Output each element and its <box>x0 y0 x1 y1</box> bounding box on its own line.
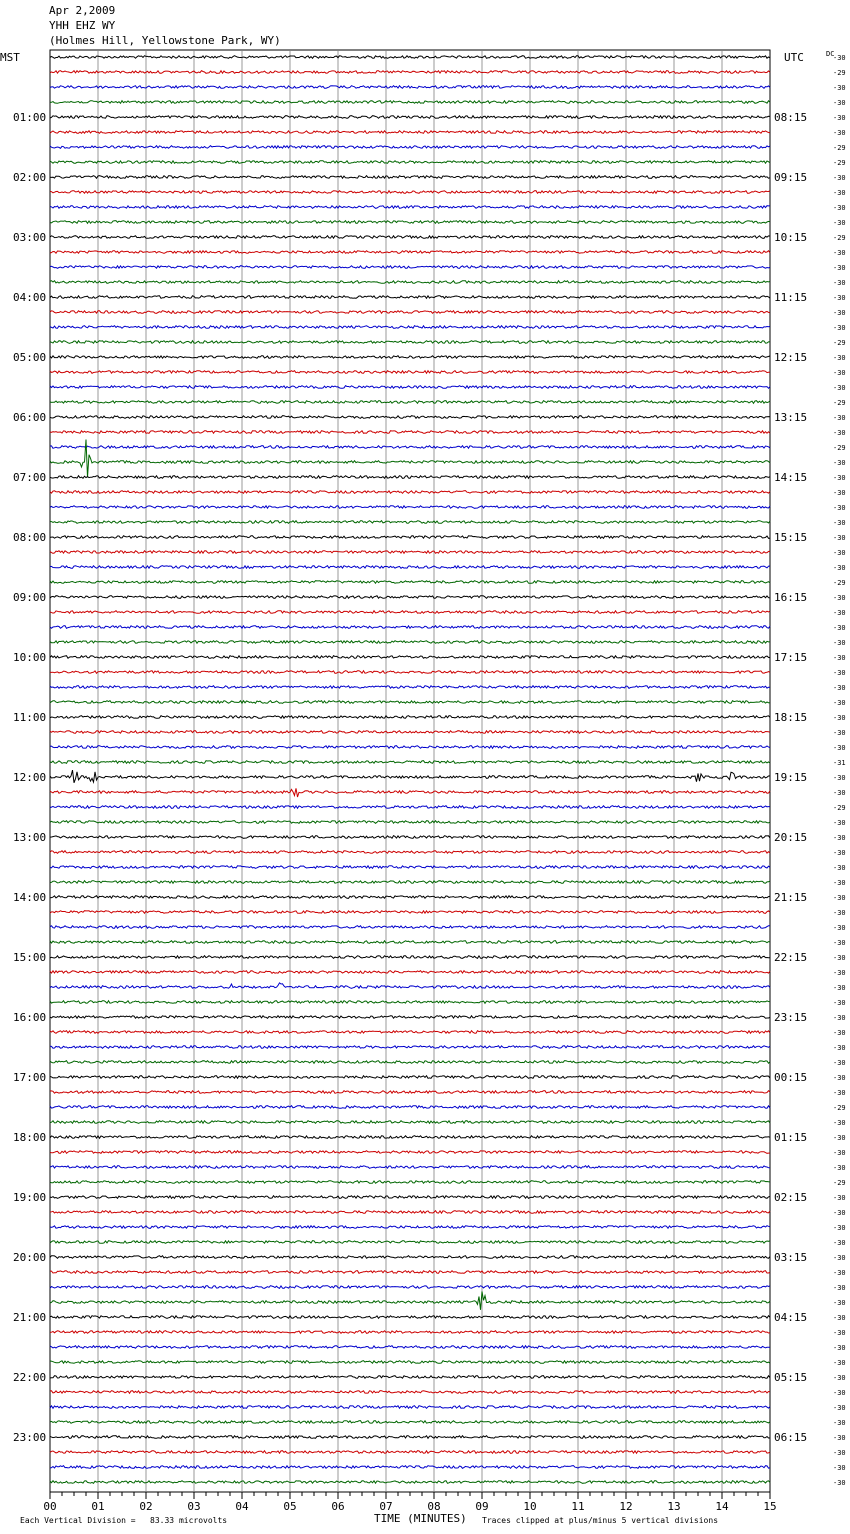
trace-row <box>50 551 770 554</box>
dc-offset-label: -30 <box>833 324 846 332</box>
utc-hour-label: 08:15 <box>774 111 808 124</box>
mst-hour-label: 21:00 <box>13 1311 47 1324</box>
trace-row <box>50 491 770 494</box>
mst-hour-label: 08:00 <box>13 531 47 544</box>
mst-hour-label: 20:00 <box>13 1251 47 1264</box>
x-tick-label: 00 <box>43 1500 57 1513</box>
dc-offset-label: -31 <box>833 759 846 767</box>
dc-offset-label: -30 <box>833 264 846 272</box>
dc-offset-label: -30 <box>833 384 846 392</box>
dc-offset-label: -30 <box>833 174 846 182</box>
utc-hour-label: 21:15 <box>774 891 808 904</box>
utc-hour-label: 06:15 <box>774 1431 808 1444</box>
dc-offset-label: -30 <box>833 639 846 647</box>
mst-hour-label: 19:00 <box>13 1191 47 1204</box>
trace-row <box>50 356 770 359</box>
trace-row <box>50 476 770 479</box>
mst-hour-label: 16:00 <box>13 1011 47 1024</box>
trace-row <box>50 1121 770 1124</box>
trace-row <box>50 431 770 434</box>
trace-row <box>50 956 770 959</box>
dc-offset-label: -30 <box>833 369 846 377</box>
trace-row <box>50 1406 770 1409</box>
dc-offset-label: -30 <box>833 1164 846 1172</box>
trace-row <box>50 761 770 764</box>
dc-offset-label: -30 <box>833 1434 846 1442</box>
trace-row <box>50 596 770 599</box>
trace-row <box>50 656 770 659</box>
mst-hour-label: 01:00 <box>13 111 47 124</box>
trace-row <box>50 281 770 284</box>
trace-row <box>50 851 770 854</box>
dc-offset-label: -30 <box>833 864 846 872</box>
x-tick-label: 01 <box>91 1500 105 1513</box>
trace-row <box>50 866 770 869</box>
dc-offset-label: -30 <box>833 1359 846 1367</box>
dc-offset-label: -30 <box>833 1374 846 1382</box>
dc-offset-label: -29 <box>833 444 846 452</box>
trace-row <box>50 1466 770 1469</box>
trace-row <box>50 506 770 509</box>
utc-hour-label: 23:15 <box>774 1011 808 1024</box>
x-tick-label: 03 <box>187 1500 201 1513</box>
utc-hour-label: 13:15 <box>774 411 808 424</box>
trace-row <box>50 1391 770 1394</box>
trace-row <box>50 1271 770 1274</box>
utc-hour-label: 04:15 <box>774 1311 808 1324</box>
dc-offset-label: -30 <box>833 504 846 512</box>
dc-offset-label: -30 <box>833 354 846 362</box>
dc-offset-label: -30 <box>833 1254 846 1262</box>
trace-row <box>50 221 770 224</box>
trace-row <box>50 1436 770 1439</box>
dc-offset-label: -30 <box>833 789 846 797</box>
trace-row <box>50 566 770 569</box>
dc-offset-label: -30 <box>833 309 846 317</box>
mst-hour-label: 15:00 <box>13 951 47 964</box>
dc-offset-label: -30 <box>833 1449 846 1457</box>
mst-hour-label: 13:00 <box>13 831 47 844</box>
trace-row <box>50 71 770 74</box>
utc-hour-label: 14:15 <box>774 471 808 484</box>
trace-row <box>50 746 770 749</box>
scale-note: Each Vertical Division = 83.33 microvolts <box>20 1516 228 1525</box>
utc-hour-label: 00:15 <box>774 1071 808 1084</box>
dc-offset-label: -30 <box>833 939 846 947</box>
x-tick-label: 06 <box>331 1500 345 1513</box>
dc-offset-label: -30 <box>833 1059 846 1067</box>
mst-hour-label: 03:00 <box>13 231 47 244</box>
dc-offset-label: -30 <box>833 1029 846 1037</box>
dc-offset-label: -30 <box>833 1044 846 1052</box>
dc-offset-label: -29 <box>833 69 846 77</box>
mst-hour-label: 17:00 <box>13 1071 47 1084</box>
mst-hour-label: 10:00 <box>13 651 47 664</box>
dc-offset-label: -29 <box>833 399 846 407</box>
utc-hour-label: 12:15 <box>774 351 808 364</box>
mst-hour-label: 09:00 <box>13 591 47 604</box>
header-date: Apr 2,2009 <box>49 4 116 17</box>
trace-row <box>50 1316 770 1319</box>
dc-offset-label: -30 <box>833 279 846 287</box>
x-tick-label: 07 <box>379 1500 393 1513</box>
dc-offset-label: -30 <box>833 534 846 542</box>
utc-hour-label: 20:15 <box>774 831 808 844</box>
trace-row <box>50 1241 770 1244</box>
dc-offset-label: -30 <box>833 1224 846 1232</box>
x-tick-label: 15 <box>763 1500 777 1513</box>
trace-row <box>50 1076 770 1079</box>
dc-offset-label: -30 <box>833 1404 846 1412</box>
trace-row <box>50 1226 770 1229</box>
trace-row <box>50 296 770 299</box>
dc-offset-label: -30 <box>833 1479 846 1487</box>
x-tick-label: 02 <box>139 1500 153 1513</box>
mst-hour-label: 23:00 <box>13 1431 47 1444</box>
right-zone-label: UTC <box>784 51 804 64</box>
dc-offset-label: -30 <box>833 669 846 677</box>
trace-row <box>50 731 770 734</box>
dc-offset-label: -30 <box>833 1194 846 1202</box>
dc-offset-label: -30 <box>833 1209 846 1217</box>
trace-row <box>50 788 770 797</box>
dc-offset-label: -30 <box>833 1419 846 1427</box>
mst-hour-label: 04:00 <box>13 291 47 304</box>
dc-offset-label: -30 <box>833 774 846 782</box>
dc-offset-label: -30 <box>833 1464 846 1472</box>
dc-offset-label: -30 <box>833 249 846 257</box>
dc-offset-label: -30 <box>833 894 846 902</box>
utc-hour-label: 22:15 <box>774 951 808 964</box>
trace-row <box>50 1106 770 1109</box>
trace-row <box>50 161 770 164</box>
trace-row <box>50 416 770 419</box>
dc-offset-label: -30 <box>833 1134 846 1142</box>
trace-row <box>50 1346 770 1349</box>
dc-offset-label: -30 <box>833 414 846 422</box>
utc-hour-label: 11:15 <box>774 291 808 304</box>
trace-row <box>50 86 770 89</box>
trace-row <box>50 1376 770 1379</box>
x-tick-label: 08 <box>427 1500 441 1513</box>
trace-row <box>50 1256 770 1259</box>
dc-offset-label: -30 <box>833 879 846 887</box>
trace-row <box>50 56 770 59</box>
trace-row <box>50 770 770 783</box>
utc-hour-label: 19:15 <box>774 771 808 784</box>
trace-row <box>50 701 770 704</box>
mst-hour-label: 22:00 <box>13 1371 47 1384</box>
trace-row <box>50 1421 770 1424</box>
x-tick-label: 04 <box>235 1500 249 1513</box>
dc-offset-label: -30 <box>833 1089 846 1097</box>
dc-offset-label: -29 <box>833 234 846 242</box>
utc-hour-label: 09:15 <box>774 171 808 184</box>
dc-offset-label: -30 <box>833 594 846 602</box>
dc-label: DC <box>826 50 835 58</box>
dc-offset-label: -30 <box>833 849 846 857</box>
x-tick-label: 13 <box>667 1500 681 1513</box>
trace-row <box>50 716 770 719</box>
mst-hour-label: 05:00 <box>13 351 47 364</box>
trace-row <box>50 611 770 614</box>
trace-row <box>50 896 770 899</box>
trace-row <box>50 311 770 314</box>
dc-offset-label: -30 <box>833 744 846 752</box>
trace-row <box>50 1196 770 1199</box>
dc-offset-label: -30 <box>833 1119 846 1127</box>
utc-hour-label: 18:15 <box>774 711 808 724</box>
dc-offset-label: -30 <box>833 909 846 917</box>
dc-offset-label: -30 <box>833 699 846 707</box>
trace-row <box>50 806 770 809</box>
trace-row <box>50 1136 770 1139</box>
trace-row <box>50 1151 770 1154</box>
trace-row <box>50 1361 770 1364</box>
dc-offset-label: -30 <box>833 1149 846 1157</box>
x-tick-label: 10 <box>523 1500 537 1513</box>
trace-row <box>50 671 770 674</box>
dc-offset-label: -30 <box>833 99 846 107</box>
dc-offset-label: -30 <box>833 1074 846 1082</box>
trace-row <box>50 1211 770 1214</box>
dc-offset-label: -30 <box>833 1389 846 1397</box>
dc-offset-label: -30 <box>833 984 846 992</box>
x-axis-title: TIME (MINUTES) <box>374 1512 467 1525</box>
dc-offset-label: -30 <box>833 1014 846 1022</box>
trace-row <box>50 881 770 884</box>
trace-row <box>50 1481 770 1484</box>
dc-offset-label: -30 <box>833 969 846 977</box>
trace-row <box>50 1016 770 1019</box>
trace-row <box>50 191 770 194</box>
utc-hour-label: 02:15 <box>774 1191 808 1204</box>
utc-hour-label: 17:15 <box>774 651 808 664</box>
trace-row <box>50 536 770 539</box>
trace-row <box>50 401 770 404</box>
trace-row <box>50 941 770 944</box>
dc-offset-label: -30 <box>833 549 846 557</box>
dc-offset-label: -30 <box>833 204 846 212</box>
trace-row <box>50 341 770 344</box>
dc-offset-label: -30 <box>833 1239 846 1247</box>
dc-offset-label: -30 <box>833 624 846 632</box>
dc-offset-label: -30 <box>833 684 846 692</box>
header-location: (Holmes Hill, Yellowstone Park, WY) <box>49 34 281 47</box>
dc-offset-label: -29 <box>833 144 846 152</box>
trace-row <box>50 206 770 209</box>
trace-row <box>50 386 770 389</box>
dc-offset-label: -29 <box>833 1104 846 1112</box>
trace-row <box>50 371 770 374</box>
dc-offset-label: -30 <box>833 834 846 842</box>
dc-offset-label: -30 <box>833 1314 846 1322</box>
trace-row <box>50 641 770 644</box>
mst-hour-label: 06:00 <box>13 411 47 424</box>
dc-offset-label: -29 <box>833 1179 846 1187</box>
mst-hour-label: 02:00 <box>13 171 47 184</box>
trace-row <box>50 131 770 134</box>
trace-row <box>50 1001 770 1004</box>
trace-row <box>50 1166 770 1169</box>
trace-row <box>50 911 770 914</box>
dc-offset-label: -30 <box>833 84 846 92</box>
trace-row <box>50 101 770 104</box>
mst-hour-label: 14:00 <box>13 891 47 904</box>
dc-offset-label: -30 <box>833 819 846 827</box>
trace-row <box>50 836 770 839</box>
trace-row <box>50 251 770 254</box>
left-zone-label: MST <box>0 51 20 64</box>
trace-row <box>50 581 770 584</box>
trace-row <box>50 266 770 269</box>
trace-row <box>50 1031 770 1034</box>
utc-hour-label: 10:15 <box>774 231 808 244</box>
trace-row <box>50 446 770 449</box>
trace-row <box>50 146 770 149</box>
trace-row <box>50 1091 770 1094</box>
dc-offset-label: -30 <box>833 1299 846 1307</box>
dc-offset-label: -30 <box>833 999 846 1007</box>
dc-offset-label: -30 <box>833 654 846 662</box>
dc-offset-label: -30 <box>833 474 846 482</box>
mst-hour-label: 07:00 <box>13 471 47 484</box>
dc-offset-label: -29 <box>833 159 846 167</box>
trace-row <box>50 626 770 629</box>
utc-hour-label: 15:15 <box>774 531 808 544</box>
utc-hour-label: 03:15 <box>774 1251 808 1264</box>
trace-row <box>50 176 770 179</box>
dc-offset-label: -30 <box>833 1344 846 1352</box>
trace-row <box>50 1046 770 1049</box>
dc-offset-label: -30 <box>833 114 846 122</box>
x-tick-label: 09 <box>475 1500 489 1513</box>
trace-row <box>50 821 770 824</box>
trace-row <box>50 983 770 988</box>
x-tick-label: 12 <box>619 1500 633 1513</box>
mst-hour-label: 18:00 <box>13 1131 47 1144</box>
dc-offset-label: -30 <box>833 129 846 137</box>
dc-offset-label: -30 <box>833 519 846 527</box>
utc-hour-label: 05:15 <box>774 1371 808 1384</box>
mst-hour-label: 12:00 <box>13 771 47 784</box>
trace-row <box>50 1331 770 1334</box>
dc-offset-label: -29 <box>833 339 846 347</box>
utc-hour-label: 01:15 <box>774 1131 808 1144</box>
dc-offset-label: -30 <box>833 924 846 932</box>
dc-offset-label: -30 <box>833 729 846 737</box>
dc-offset-label: -30 <box>833 294 846 302</box>
dc-offset-label: -30 <box>833 714 846 722</box>
x-tick-label: 05 <box>283 1500 297 1513</box>
dc-offset-label: -30 <box>833 609 846 617</box>
trace-row <box>50 971 770 974</box>
dc-offset-label: -29 <box>833 579 846 587</box>
trace-row <box>50 440 770 478</box>
dc-offset-label: -30 <box>833 189 846 197</box>
utc-hour-label: 16:15 <box>774 591 808 604</box>
trace-row <box>50 1061 770 1064</box>
trace-row <box>50 521 770 524</box>
x-tick-label: 11 <box>571 1500 585 1513</box>
clip-note: Traces clipped at plus/minus 5 vertical divisions <box>482 1516 719 1525</box>
dc-offset-label: -30 <box>833 459 846 467</box>
trace-row <box>50 236 770 239</box>
dc-offset-label: -30 <box>833 564 846 572</box>
trace-row <box>50 1451 770 1454</box>
trace-row <box>50 926 770 929</box>
mst-hour-label: 11:00 <box>13 711 47 724</box>
dc-offset-label: -30 <box>833 1329 846 1337</box>
trace-row <box>50 116 770 119</box>
dc-offset-label: -30 <box>833 1284 846 1292</box>
dc-offset-label: -29 <box>833 804 846 812</box>
trace-row <box>50 326 770 329</box>
dc-offset-label: -30 <box>833 219 846 227</box>
trace-row <box>50 686 770 689</box>
trace-row <box>50 1181 770 1184</box>
dc-offset-label: -30 <box>833 54 846 62</box>
dc-offset-label: -30 <box>833 1269 846 1277</box>
dc-offset-label: -30 <box>833 429 846 437</box>
dc-offset-label: -30 <box>833 954 846 962</box>
header-station: YHH EHZ WY <box>49 19 116 32</box>
trace-row <box>50 1291 770 1309</box>
x-tick-label: 14 <box>715 1500 729 1513</box>
trace-row <box>50 1286 770 1289</box>
dc-offset-label: -30 <box>833 489 846 497</box>
